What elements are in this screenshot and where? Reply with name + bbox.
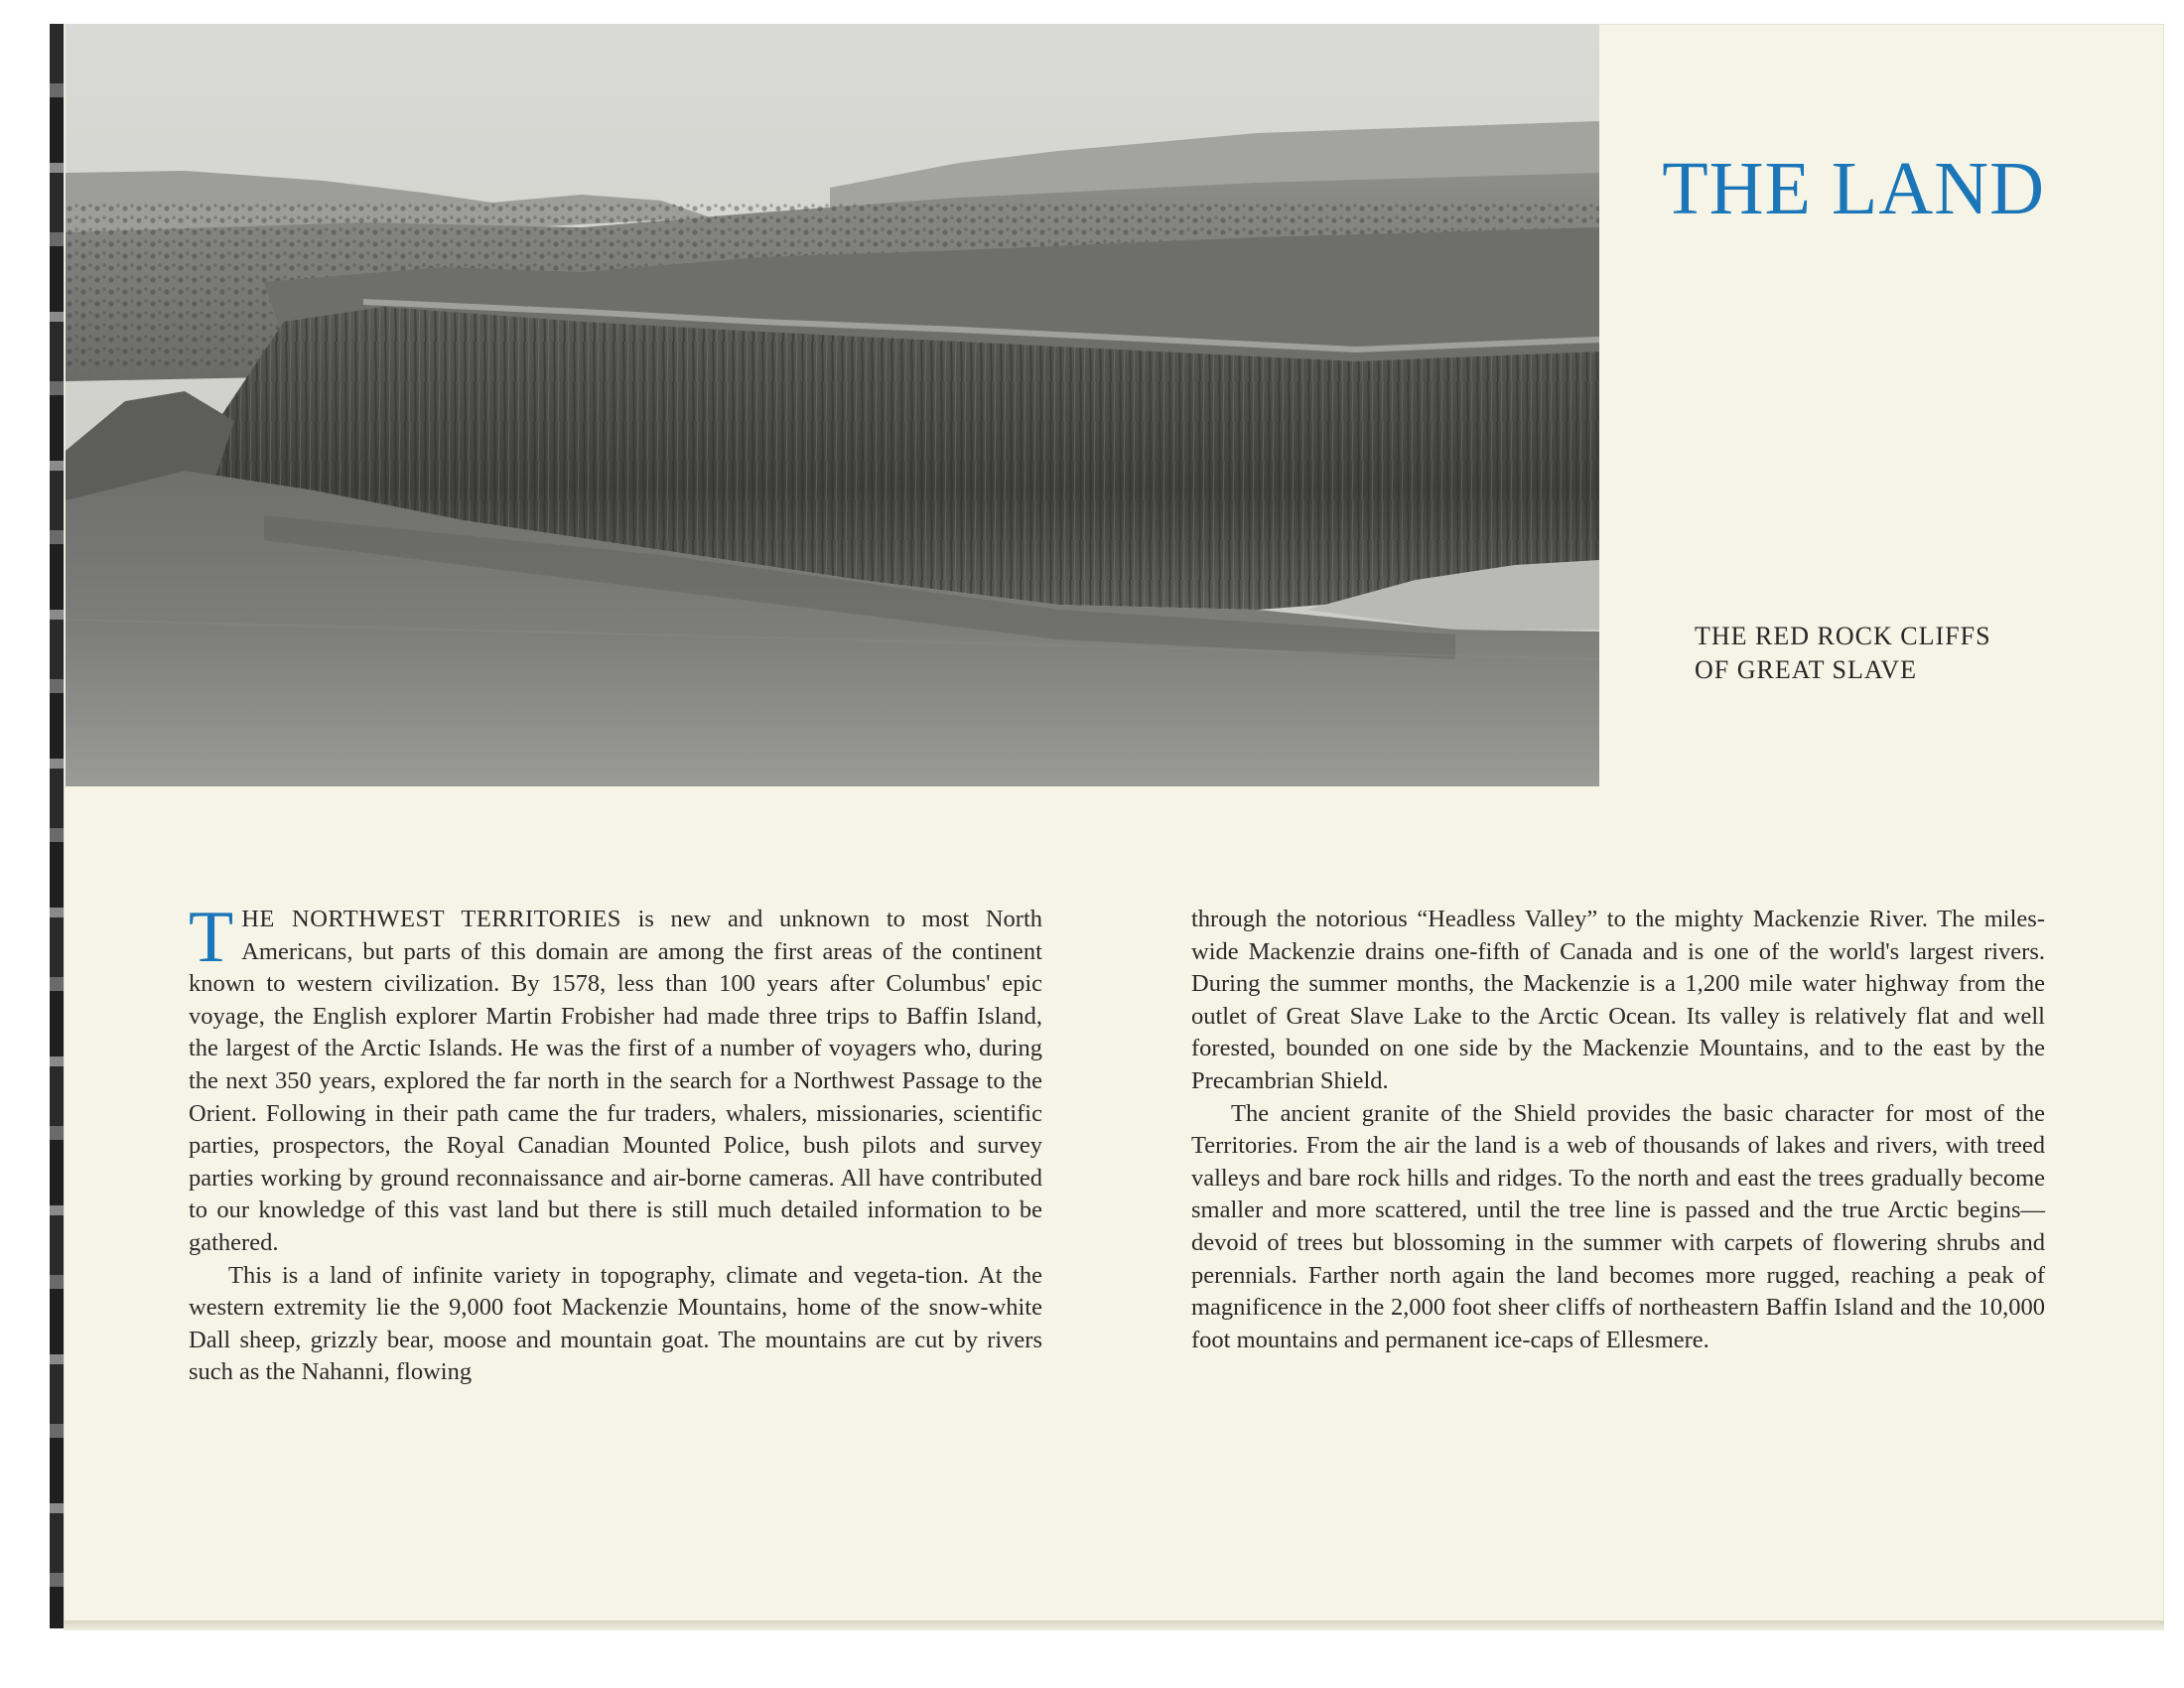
- lead-caps: HE NORTHWEST TERRITORIES: [241, 906, 621, 932]
- drop-cap: T: [189, 897, 234, 978]
- photo-caption: [1695, 620, 2052, 687]
- caption-line-1: THE RED ROCK CLIFFS: [1695, 622, 1991, 650]
- red-rock-cliffs-photo: [66, 24, 1599, 786]
- article-paragraph-2: This is a land of infinite variety in topography, climate and vegeta-tion. At the western extremity lie the 9,000 foot Mackenzie Mountains, home of the snow-white Dall sheep, grizzly bear, moose and mountain goat. The mountains are cut by rivers such as the Nahanni, flowing: [189, 1261, 1042, 1386]
- caption-line-2: OF GREAT SLAVE: [1695, 655, 1917, 684]
- page-bottom-edge: [64, 1620, 2164, 1630]
- article-column-left: [189, 897, 1042, 1389]
- article-paragraph-4: The ancient granite of the Shield provides the basic character for most of the Territories. From the air the land is a web of thousands of lakes and rivers, with treed valleys and bare rock hills and ridges. To the north and east the trees gradually become smaller and more scattered, until the tree line is passed and the true Arctic begins—devoid of trees but blossoming in the summer with carpets of flowering shrubs and perennials. Farther north again the land becomes more rugged, reaching a peak of magnificence in the 2,000 foot sheer cliffs of northeastern Baffin Island and the 10,000 foot mountains and permanent ice-caps of Ellesmere.: [1191, 1099, 2045, 1353]
- cliffs-photo-illustration: [66, 24, 1599, 786]
- paragraph-1-text: is new and unknown to most North Americans, but parts of this domain are among the first areas of the continent known to western civilization. By 1578, less than 100 years after Columbus' epic voyage, the English explorer Martin Frobisher had made three trips to Baffin Island, the largest of the Arctic Islands. He was the first of a number of voyagers who, during the next 350 years, explored the far north in the search for a Northwest Passage to the Orient. Following in their path came the fur traders, whalers, missionaries, scientific parties, prospectors, the Royal Canadian Mounted Police, bush pilots and survey parties working by ground reconnaissance and air-borne cameras. All have contributed to our knowledge of this vast land but there is still much detailed information to be gathered.: [189, 906, 1042, 1256]
- article-paragraph-3: through the notorious “Headless Valley” to the mighty Mackenzie River. The miles-wide Mackenzie drains one-fifth of Canada and is one of the world's largest rivers. During the summer months, the Mackenzie is a 1,200 mile water highway from the outlet of Great Slave Lake to the Arctic Ocean. Its valley is relatively flat and well forested, bounded on one side by the Mackenzie Mountains, and to the east by the Precambrian Shield.: [1191, 906, 2045, 1094]
- article-paragraph-1: [189, 897, 1042, 1260]
- article-column-right: [1191, 904, 2045, 1356]
- page-title: THE LAND: [1662, 147, 2045, 230]
